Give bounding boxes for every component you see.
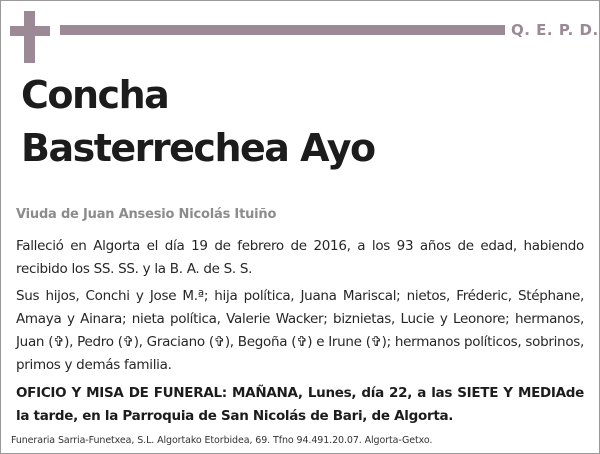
family-paragraph: Sus hijos, Conchi y Jose M.ª; hija política, Juana Mariscal; nietos, Fréderic, Stéphane, Amaya y Ainara; nieta política, Valerie Wacker; biznietas, Lucie y Leonore; hermanos, Juan (✞), Pedro (✞), Graciano (✞), Begoña (✞) e Irune (✞); hermanos políticos, sobrinos, primos y demás familia. xyxy=(16,288,584,373)
death-announcement-paragraph: Falleció en Algorta el día 19 de febrero de 2016, a los 93 años de edad, habiendo recibido los SS. SS. y la B. A. de S. S. xyxy=(16,238,584,277)
deceased-name xyxy=(21,69,375,175)
widow-line: Viuda de Juan Ansesio Nicolás Ituiño xyxy=(16,207,277,222)
funeral-home-footer: Funeraria Sarria-Funetxea, S.L. Algortako Etorbidea, 69. Tfno 94.491.20.07. Algorta-Getxo. xyxy=(11,435,433,446)
funeral-notice: OFICIO Y MISA DE FUNERAL: MAÑANA, Lunes, día 22, a las SIETE Y MEDIAde la tarde, en la Parroquia de San Nicolás de Bari, de Algorta. xyxy=(16,385,584,424)
header-divider xyxy=(60,25,505,35)
deceased-name-second-line: Basterrechea Ayo xyxy=(21,126,375,170)
deceased-name-first-line: Concha xyxy=(21,73,169,117)
cross-icon xyxy=(10,11,50,63)
qepd-label: Q. E. P. D. xyxy=(511,21,599,39)
